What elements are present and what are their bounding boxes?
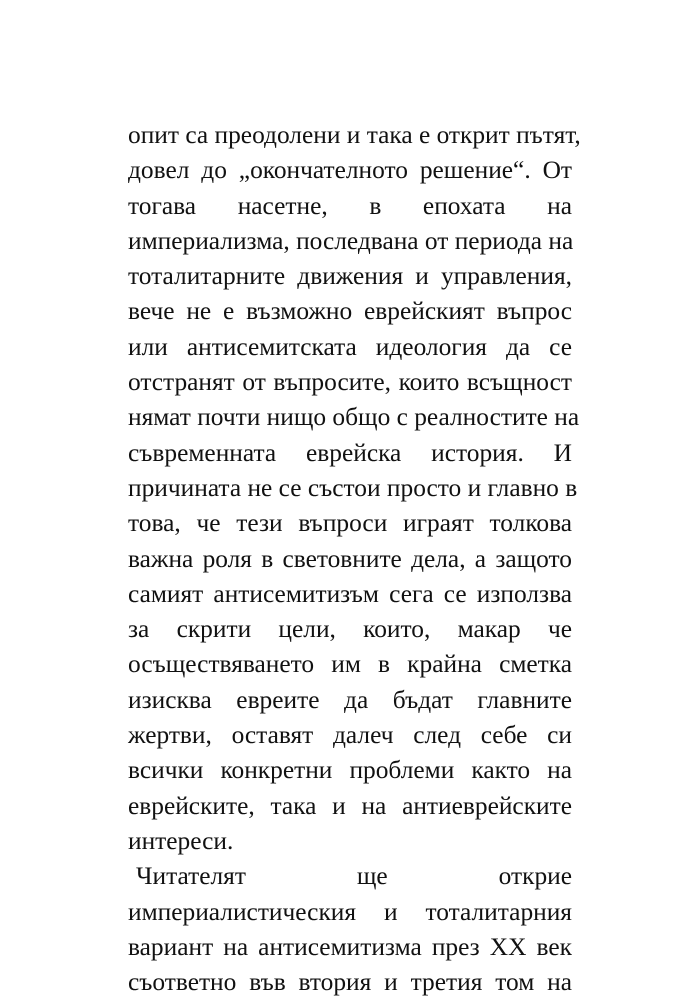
text-line: довел до „окончателното решение“. От xyxy=(128,156,572,185)
text-line: тогава насетне, в епохата на xyxy=(128,191,572,220)
body-text xyxy=(128,118,581,1000)
text-line: изисква евреите да бъдат главните xyxy=(128,685,572,714)
text-line: осъществяването им в крайна сметка xyxy=(128,650,572,679)
text-line: империализма, последвана от периода на xyxy=(128,226,574,255)
text-line: нямат почти нищо общо с реалностите на xyxy=(128,403,580,432)
text-line: жертви, оставят далеч след себе си xyxy=(128,721,572,750)
text-line: съответно във втория и третия том на xyxy=(128,968,572,997)
text-line: за скрити цели, които, макар че xyxy=(128,615,572,644)
text-line: това, че тези въпроси играят толкова xyxy=(128,509,572,538)
text-line: или антисемитската идеология да се xyxy=(128,332,572,361)
text-line: вече не е възможно еврейският въпрос xyxy=(128,297,572,326)
text-line: вариант на антисемитизма през XX век xyxy=(128,932,572,961)
text-line: съвременната еврейска история. И xyxy=(128,438,572,467)
text-line: опит са преодолени и така е открит пътят, xyxy=(128,121,581,149)
text-line: причината не се състои просто и главно в xyxy=(128,473,578,502)
text-line: всички конкретни проблеми както на xyxy=(128,756,572,785)
text-line: самият антисемитизъм сега се използва xyxy=(128,579,572,608)
paragraph-end-line: интереси. xyxy=(128,826,234,855)
text-line: отстранят от въпросите, които всъщност xyxy=(128,368,572,397)
text-line: важна роля в световните дела, а защото xyxy=(128,544,572,573)
text-line: тоталитарните движения и управления, xyxy=(128,262,572,291)
text-line: еврейските, така и на антиеврейските xyxy=(128,791,572,820)
paragraph-start-line: Читателят ще открие xyxy=(136,862,572,891)
text-line: империалистическия и тоталитарния xyxy=(128,897,572,926)
